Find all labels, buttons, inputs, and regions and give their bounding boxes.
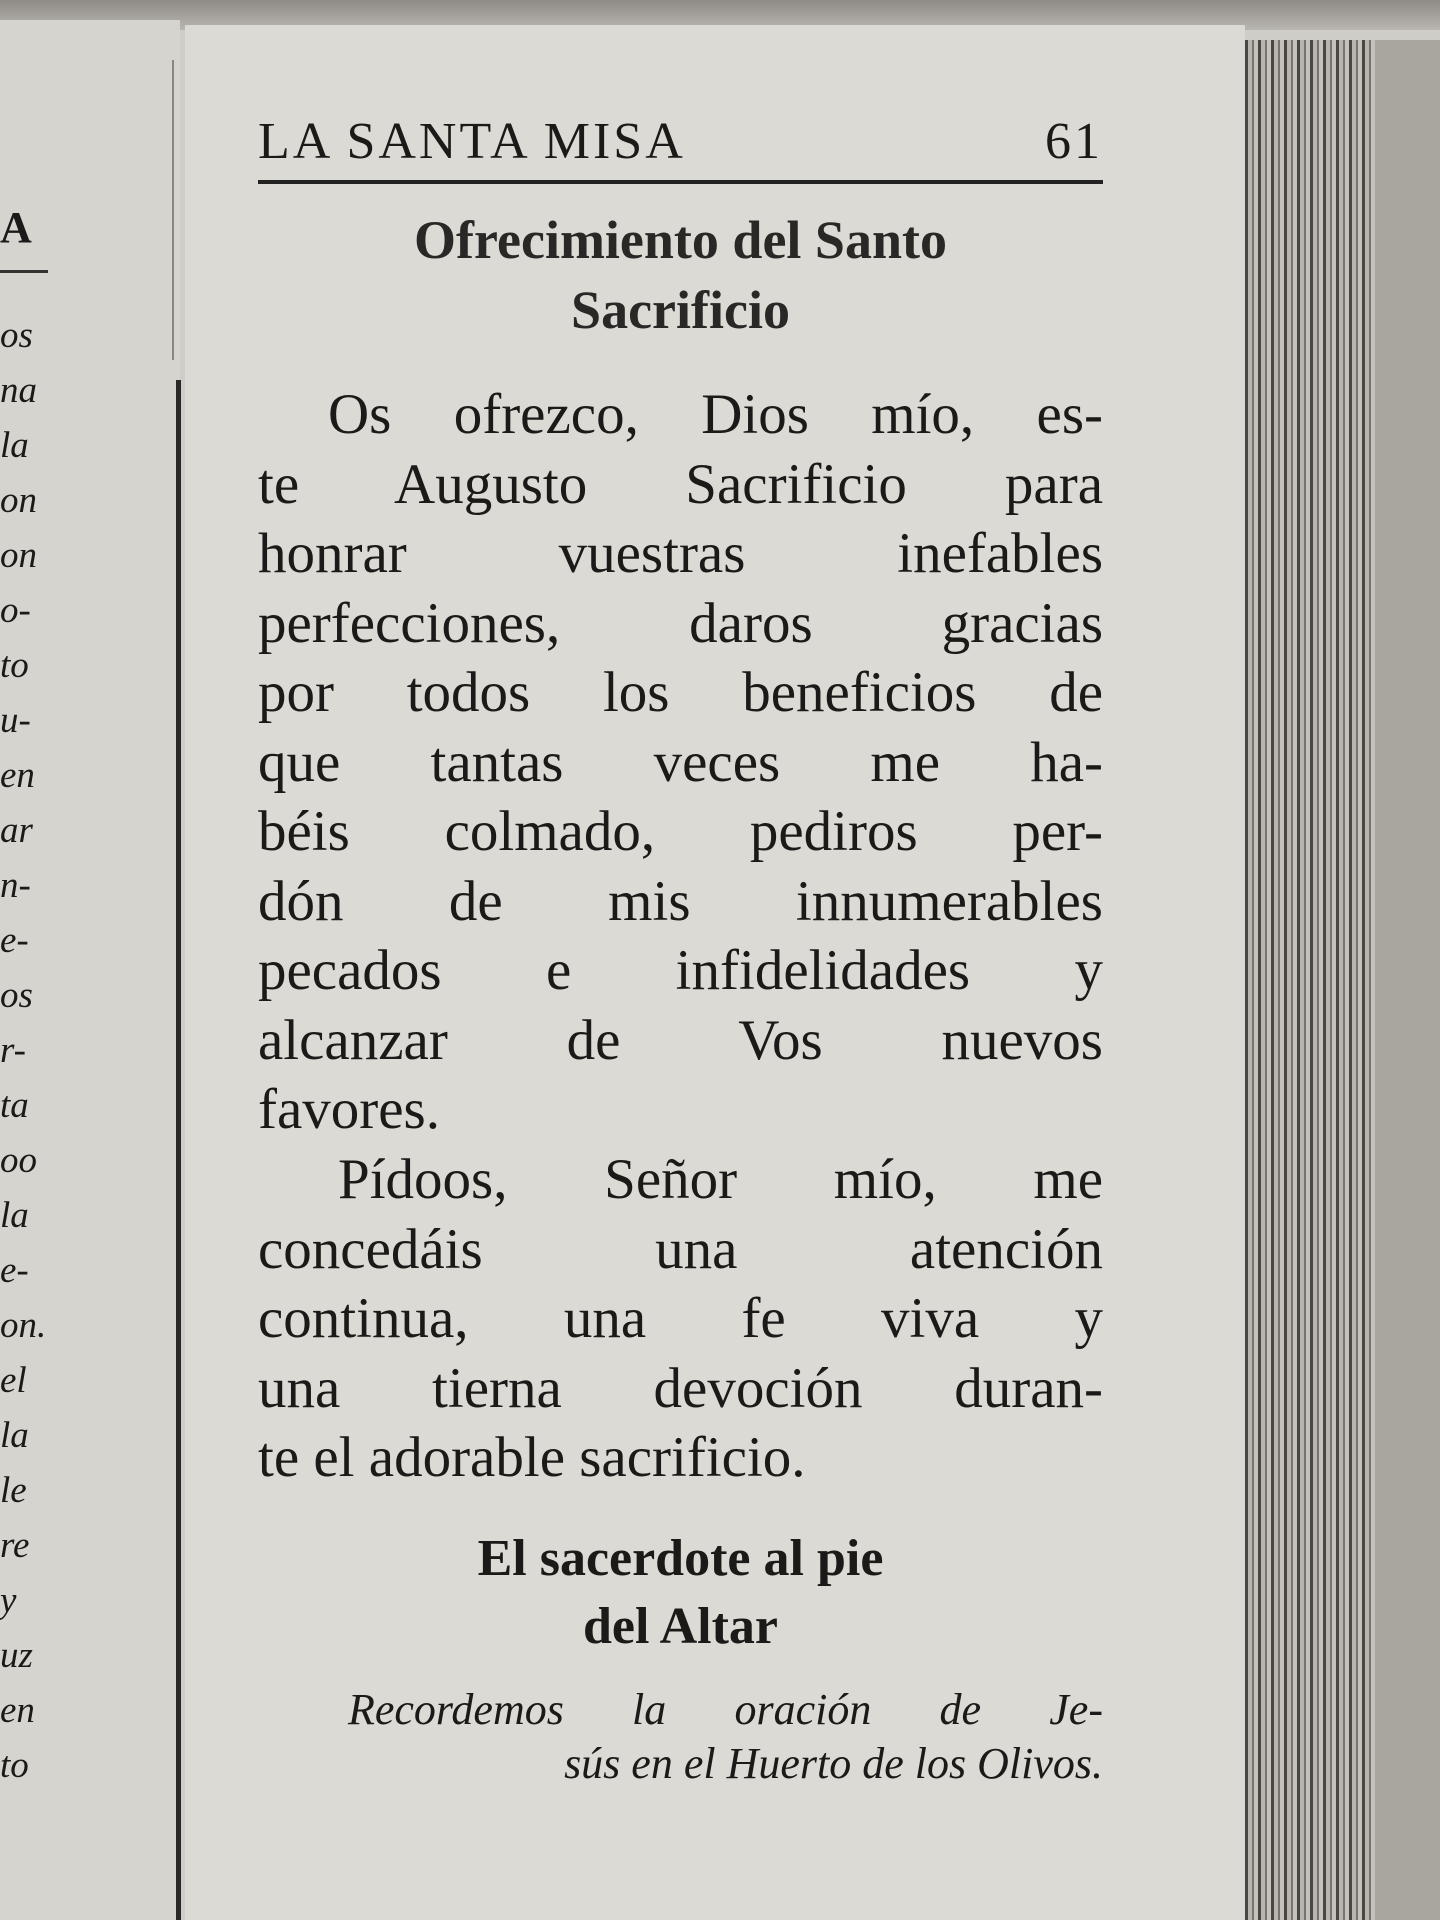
text-line: Pídoos, Señor mío, me — [338, 1148, 1103, 1211]
running-head-title: LA SANTA MISA — [258, 113, 686, 170]
text-line: que tantas veces me ha- — [258, 730, 1103, 794]
left-page — [0, 20, 180, 1920]
left-fragment: r- — [0, 1030, 26, 1071]
left-fragment: le — [0, 1470, 27, 1511]
left-fragment: en — [0, 755, 35, 796]
left-fragment: la — [0, 1195, 29, 1236]
running-head-rule — [258, 180, 1103, 184]
left-page-fragments — [0, 308, 60, 1793]
text-line: continua, una fe viva y — [258, 1287, 1103, 1350]
text-line: te Augusto Sacrificio para — [258, 452, 1103, 516]
gutter-line-faint — [172, 60, 174, 360]
subheading-line: El sacerdote al pie — [477, 1530, 884, 1587]
left-fragment: to — [0, 1745, 29, 1786]
gutter-line — [176, 380, 181, 1920]
left-fragment: os — [0, 315, 33, 356]
left-fragment: en — [0, 1690, 35, 1731]
left-fragment: on. — [0, 1305, 47, 1346]
text-line: pecados e infidelidades y — [258, 939, 1103, 1002]
section-title-line: Ofrecimiento del Santo — [414, 210, 947, 270]
left-fragment: la — [0, 1415, 29, 1456]
section-title-line: Sacrificio — [571, 280, 790, 340]
text-line: dón de mis innumerables — [258, 869, 1103, 933]
left-fragment: ta — [0, 1085, 29, 1126]
text-line: concedáis una atención — [258, 1217, 1103, 1281]
italic-line: sús en el Huerto de los Olivos. — [564, 1739, 1103, 1788]
text-line: una tierna devoción duran- — [258, 1356, 1103, 1420]
left-fragment: uz — [0, 1635, 33, 1676]
left-fragment: to — [0, 645, 29, 686]
text-line: béis colmado, pediros per- — [258, 800, 1103, 863]
text-line: Os ofrezco, Dios mío, es- — [328, 383, 1103, 446]
text-line: por todos los beneficios de — [258, 661, 1103, 724]
left-fragment: oo — [0, 1140, 37, 1181]
left-fragment: re — [0, 1525, 30, 1566]
left-fragment: el — [0, 1360, 27, 1401]
text-line: favores. — [258, 1078, 440, 1141]
text-line: alcanzar de Vos nuevos — [258, 1008, 1103, 1072]
left-fragment: on — [0, 535, 37, 576]
text-line: te el adorable sacrificio. — [258, 1426, 806, 1489]
italic-line: Recordemos la oración de Je- — [348, 1685, 1103, 1734]
paragraph-1 — [258, 380, 1103, 1145]
left-fragment: e- — [0, 1250, 29, 1291]
page-number: 61 — [1045, 113, 1103, 170]
text-line: perfecciones, daros gracias — [258, 591, 1103, 655]
left-fragment: na — [0, 370, 37, 411]
left-fragment: o- — [0, 590, 31, 631]
left-page-header: A — [0, 203, 32, 252]
left-fragment: la — [0, 425, 29, 466]
left-fragment: on — [0, 480, 37, 521]
left-fragment: os — [0, 975, 33, 1016]
text-line: honrar vuestras inefables — [258, 522, 1103, 585]
left-fragment: n- — [0, 865, 31, 906]
italic-paragraph — [258, 1683, 1103, 1791]
left-fragment: y — [0, 1580, 17, 1621]
paragraph-2 — [258, 1145, 1103, 1493]
page-edges-shadow — [1375, 40, 1440, 1920]
left-fragment: e- — [0, 920, 29, 961]
subheading — [258, 1525, 1103, 1661]
running-head — [258, 112, 1103, 171]
left-page-header-rule — [0, 270, 48, 273]
section-title — [258, 205, 1103, 345]
page-edges — [1245, 40, 1375, 1920]
left-fragment: ar — [0, 810, 33, 851]
subheading-line: del Altar — [583, 1598, 778, 1655]
left-fragment: u- — [0, 700, 31, 741]
